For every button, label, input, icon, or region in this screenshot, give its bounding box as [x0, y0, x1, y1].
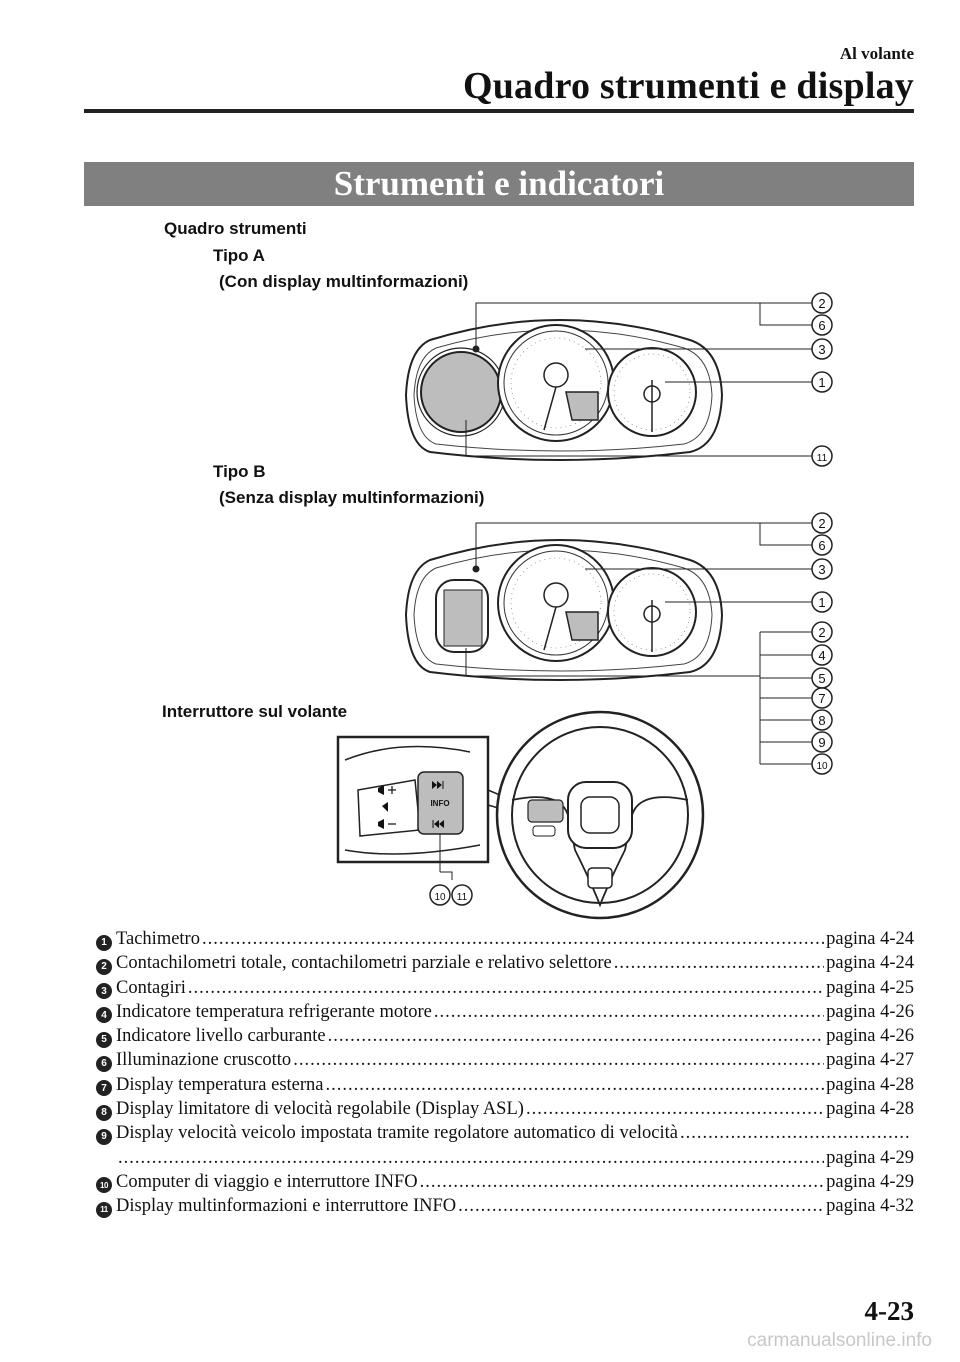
index-text: Indicatore temperatura refrigerante motore — [116, 1001, 432, 1022]
index-leader-dots — [188, 978, 824, 999]
index-leader-dots — [118, 1148, 824, 1169]
callout-b-6 — [812, 668, 832, 688]
index-page: pagina 4-26 — [826, 1026, 914, 1047]
index-number-badge: 4 — [96, 1007, 112, 1023]
svg-text:2: 2 — [818, 516, 826, 531]
index-number-badge: 9 — [96, 1129, 112, 1145]
index-text: Display temperatura esterna — [116, 1074, 324, 1095]
index-leader-dots — [326, 1075, 825, 1096]
section-title: Strumenti e indicatori — [84, 162, 914, 206]
index-text: Contachilometri totale, contachilometri parziale e relativo selettore — [116, 953, 612, 974]
svg-text:2: 2 — [818, 296, 826, 311]
index-row — [96, 953, 914, 977]
index-number-badge: 11 — [96, 1202, 112, 1218]
index-text: Computer di viaggio e interruttore INFO — [116, 1171, 418, 1192]
callout-b-8 — [812, 710, 832, 730]
callout-b-2 — [812, 559, 832, 579]
index-leader-dots — [680, 1123, 912, 1144]
svg-text:3: 3 — [818, 562, 826, 577]
index-leader-dots — [420, 1172, 825, 1193]
callout-a-3 — [812, 372, 832, 392]
svg-text:6: 6 — [818, 318, 826, 333]
index-text: Illuminazione cruscotto — [116, 1050, 292, 1071]
callout-switch-0 — [430, 885, 450, 905]
index-page: pagina 4-28 — [826, 1074, 914, 1095]
watermark: carmanualsonline.info — [747, 1330, 932, 1351]
index-page: pagina 4-26 — [826, 1001, 914, 1022]
index-page: pagina 4-24 — [826, 953, 914, 974]
index-leader-dots — [458, 1196, 824, 1217]
svg-text:10: 10 — [434, 892, 446, 903]
svg-text:7: 7 — [818, 691, 826, 706]
index-text: Indicatore livello carburante — [116, 1026, 326, 1047]
index-text: Display multinformazioni e interruttore INFO — [116, 1196, 457, 1217]
svg-text:5: 5 — [818, 671, 826, 686]
index-leader-dots — [614, 953, 824, 974]
index-row — [96, 1026, 914, 1050]
index-row — [96, 1099, 914, 1123]
callout-b-10 — [812, 754, 832, 774]
index-text: Display velocità veicolo impostata tramite regolatore automatico di velocità — [116, 1123, 679, 1144]
svg-text:11: 11 — [456, 892, 468, 903]
type-a-note: (Con display multinformazioni) — [219, 272, 469, 291]
type-a-label: Tipo A — [213, 246, 265, 265]
page-title: Quadro strumenti e display — [462, 65, 914, 107]
index-text: Contagiri — [116, 977, 186, 998]
index-page: pagina 4-27 — [826, 1050, 914, 1071]
index-page: pagina 4-25 — [826, 977, 914, 998]
component-index — [96, 929, 914, 1221]
index-page: pagina 4-29 — [826, 1147, 914, 1168]
index-text: Tachimetro — [116, 929, 200, 949]
callout-b-0 — [812, 513, 832, 533]
info-switch-text: INFO — [430, 799, 450, 808]
index-number-badge: 1 — [96, 935, 112, 951]
index-row — [96, 1075, 914, 1099]
callout-a-2 — [812, 339, 832, 359]
svg-text:8: 8 — [818, 713, 826, 728]
index-leader-dots — [202, 929, 824, 950]
svg-text:4: 4 — [818, 648, 826, 663]
svg-text:6: 6 — [818, 538, 826, 553]
index-leader-dots — [526, 1099, 824, 1120]
chapter-label: Al volante — [839, 44, 914, 63]
page-number: 4-23 — [864, 1296, 914, 1326]
svg-text:11: 11 — [816, 453, 828, 464]
callout-a-0 — [812, 293, 832, 313]
svg-text:9: 9 — [818, 735, 826, 750]
index-number-badge: 6 — [96, 1056, 112, 1072]
index-row — [96, 929, 914, 953]
callout-b-4 — [812, 622, 832, 642]
index-page: pagina 4-32 — [826, 1196, 914, 1217]
index-text: Display limitatore di velocità regolabile (Display ASL) — [116, 1099, 524, 1120]
index-row — [96, 978, 914, 1002]
index-page: pagina 4-24 — [826, 929, 914, 949]
index-number-badge: 7 — [96, 1080, 112, 1096]
callout-b-3 — [812, 592, 832, 612]
index-number-badge: 2 — [96, 959, 112, 975]
index-leader-dots — [293, 1050, 824, 1071]
switch-label: Interruttore sul volante — [162, 702, 348, 721]
multi-info-display-b — [444, 590, 482, 646]
callout-a-1 — [812, 315, 832, 335]
index-row — [96, 1002, 914, 1026]
index-number-badge: 3 — [96, 983, 112, 999]
index-leader-dots — [434, 1002, 824, 1023]
callout-b-7 — [812, 688, 832, 708]
svg-text:10: 10 — [816, 761, 828, 772]
index-page: pagina 4-28 — [826, 1099, 914, 1120]
svg-text:1: 1 — [818, 595, 826, 610]
callout-b-5 — [812, 645, 832, 665]
index-row — [96, 1196, 914, 1220]
callout-b-9 — [812, 732, 832, 752]
callout-a-4 — [812, 446, 832, 466]
callout-b-1 — [812, 535, 832, 555]
type-b-label: Tipo B — [213, 462, 266, 481]
index-page: pagina 4-29 — [826, 1171, 914, 1192]
index-row — [96, 1050, 914, 1074]
index-row-continuation — [96, 1148, 914, 1172]
steering-switch-figure — [338, 712, 703, 918]
svg-text:1: 1 — [818, 375, 826, 390]
svg-text:2: 2 — [818, 625, 826, 640]
index-number-badge: 8 — [96, 1105, 112, 1121]
index-leader-dots — [328, 1026, 825, 1047]
cluster-label: Quadro strumenti — [164, 219, 307, 238]
svg-text:3: 3 — [818, 342, 826, 357]
index-number-badge: 5 — [96, 1032, 112, 1048]
index-number-badge: 10 — [96, 1177, 112, 1193]
index-row — [96, 1123, 914, 1147]
callout-switch-1 — [452, 885, 472, 905]
multi-info-display-a — [421, 352, 501, 432]
index-row — [96, 1172, 914, 1196]
cluster-type-a — [406, 303, 812, 460]
type-b-note: (Senza display multinformazioni) — [219, 488, 485, 507]
